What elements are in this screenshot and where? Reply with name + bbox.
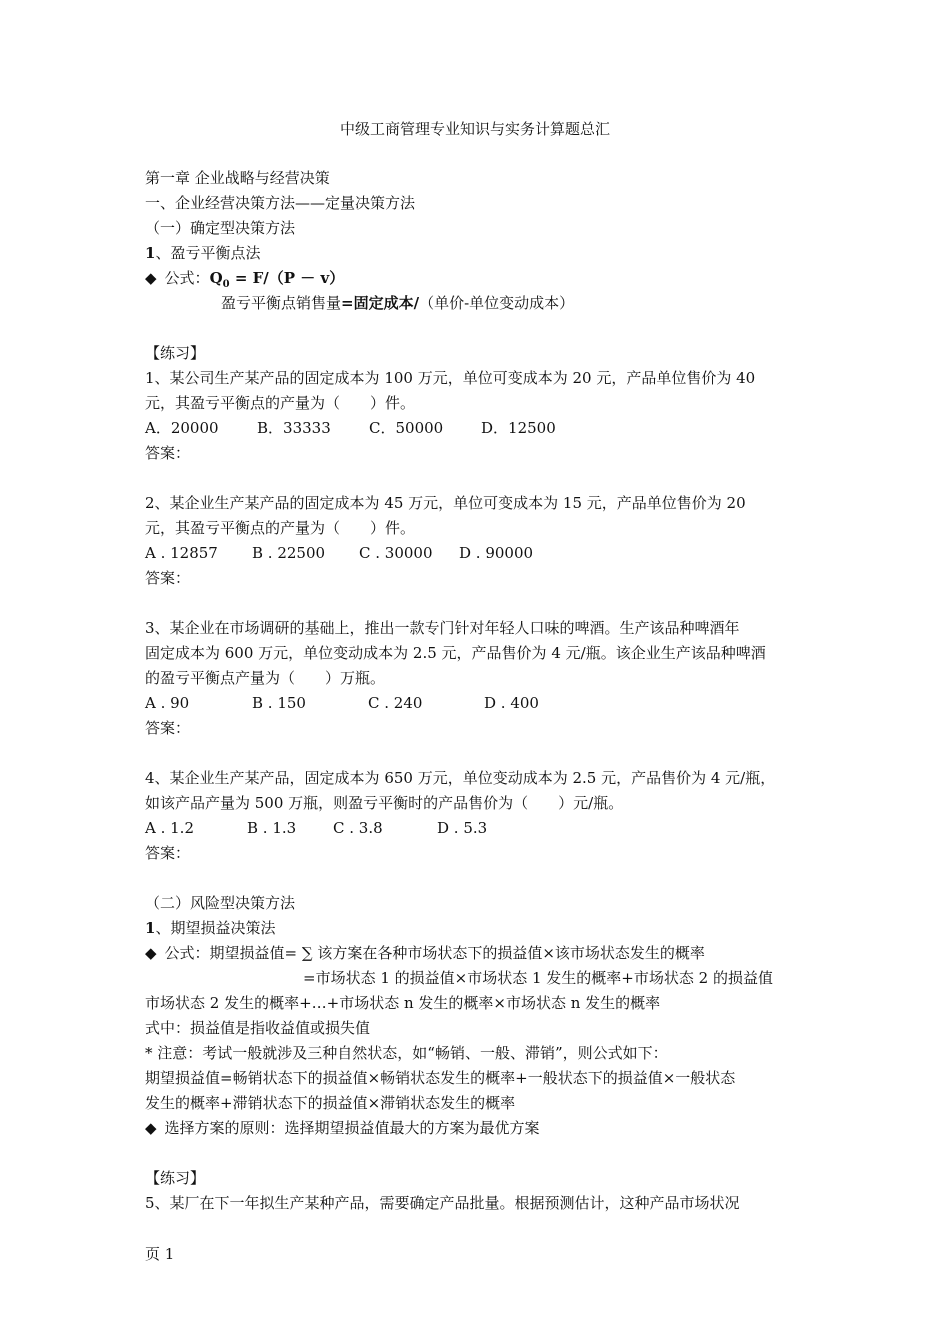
question-2-line: 2、某企业生产某产品的固定成本为 45 万元，单位可变成本为 15 元，产品单位售价为 20 [145, 494, 746, 512]
option: B . 1.3 [247, 819, 297, 837]
formula-line [145, 941, 807, 966]
formula-label: 公式： [164, 269, 210, 287]
question-1-line: 元，其盈亏平衡点的产量为（ ）件。 [145, 394, 416, 412]
method-heading [145, 916, 807, 941]
answer-label: 答案： [145, 844, 191, 862]
formula-line: =市场状态 1 的损益值×市场状态 1 发生的概率+市场状态 2 的损益值 [303, 969, 773, 987]
subsection-heading: （一）确定型决策方法 [145, 219, 296, 237]
question-3-line: 的盈亏平衡点产量为（ ）万瓶。 [145, 669, 386, 687]
method-title: 、期望损益决策法 [155, 919, 276, 937]
question-2-options [145, 541, 807, 566]
formula-text: 公式：期望损益值= ∑ 该方案在各种市场状态下的损益值×该市场状态发生的概率 [164, 944, 705, 962]
option: D . 5.3 [437, 819, 488, 837]
practice-heading: 【练习】 [145, 1169, 206, 1187]
answer-label: 答案： [145, 569, 191, 587]
question-4-line: 如该产品产量为 500 万瓶，则盈亏平衡时的产品售价为（ ）元/瓶。 [145, 794, 624, 812]
formula-expression: = F/（P － v） [229, 269, 345, 287]
diamond-bullet-icon: ◆ [145, 1119, 157, 1137]
subsection-heading: （二）风险型决策方法 [145, 894, 296, 912]
option: D．12500 [481, 419, 556, 437]
page-number: 页 1 [145, 1245, 175, 1263]
note-line: 期望损益值=畅销状态下的损益值×畅销状态发生的概率+一般状态下的损益值×一般状态 [145, 1069, 736, 1087]
option: A . 12857 [145, 544, 218, 562]
option: B．33333 [257, 419, 331, 437]
option: B . 22500 [252, 544, 326, 562]
question-1-options [145, 416, 807, 441]
practice-heading: 【练习】 [145, 344, 206, 362]
method-title: 、盈亏平衡点法 [155, 244, 261, 262]
formula-description [145, 291, 807, 316]
option: A . 1.2 [145, 819, 194, 837]
option: C . 30000 [359, 544, 433, 562]
question-2-line: 元，其盈亏平衡点的产量为（ ）件。 [145, 519, 416, 537]
formula-line: 市场状态 2 发生的概率+…+市场状态 n 发生的概率×市场状态 n 发生的概率 [145, 994, 661, 1012]
diamond-bullet-icon: ◆ [145, 269, 157, 287]
question-1-line: 1、某公司生产某产品的固定成本为 100 万元，单位可变成本为 20 元，产品单位售价为 40 [145, 369, 756, 387]
diamond-bullet-icon: ◆ [145, 944, 157, 962]
formula-line [145, 266, 807, 291]
answer-label: 答案： [145, 444, 191, 462]
note-line: 发生的概率+滞销状态下的损益值×滞销状态发生的概率 [145, 1094, 516, 1112]
document-body [145, 166, 807, 1216]
section-heading: 一、企业经营决策方法——定量决策方法 [145, 194, 416, 212]
option: D . 400 [484, 694, 539, 712]
option: B . 150 [252, 694, 306, 712]
formula-q: Q [209, 269, 223, 287]
note-line: * 注意：考试一般就涉及三种自然状态，如“畅销、一般、滞销”，则公式如下： [145, 1044, 668, 1062]
option: C . 240 [368, 694, 423, 712]
option: A . 90 [145, 694, 190, 712]
question-3-options [145, 691, 807, 716]
question-4-line: 4、某企业生产某产品，固定成本为 650 万元，单位变动成本为 2.5 元，产品售价为 4 元/瓶， [145, 769, 776, 787]
option: A．20000 [145, 419, 219, 437]
formula-desc-part: 盈亏平衡点销售量 [221, 294, 342, 312]
formula-desc-part: =固定成本/ [341, 294, 420, 312]
answer-label: 答案： [145, 719, 191, 737]
page-title: 中级工商管理专业知识与实务计算题总汇 [339, 120, 610, 138]
method-heading [145, 241, 807, 266]
option: D . 90000 [459, 544, 534, 562]
question-3-line: 固定成本为 600 万元，单位变动成本为 2.5 元，产品售价为 4 元/瓶。该企业生产该品种啤酒 [145, 644, 766, 662]
formula-desc-part: （单价-单位变动成本） [419, 294, 575, 312]
method-number: 1 [145, 244, 156, 262]
question-5-line: 5、某厂在下一年拟生产某种产品，需要确定产品批量。根据预测估计，这种产品市场状况 [145, 1194, 740, 1212]
formula-subscript: 0 [222, 279, 230, 290]
principle-text: 选择方案的原则：选择期望损益值最大的方案为最优方案 [164, 1119, 540, 1137]
chapter-heading: 第一章 企业战略与经营决策 [145, 169, 330, 187]
method-number: 1 [145, 919, 156, 937]
option: C . 3.8 [333, 819, 383, 837]
question-3-line: 3、某企业在市场调研的基础上，推出一款专门针对年轻人口味的啤酒。生产该品种啤酒年 [145, 619, 740, 637]
option: C．50000 [369, 419, 444, 437]
principle-line [145, 1116, 807, 1141]
question-4-options [145, 816, 807, 841]
formula-note: 式中：损益值是指收益值或损失值 [145, 1019, 371, 1037]
